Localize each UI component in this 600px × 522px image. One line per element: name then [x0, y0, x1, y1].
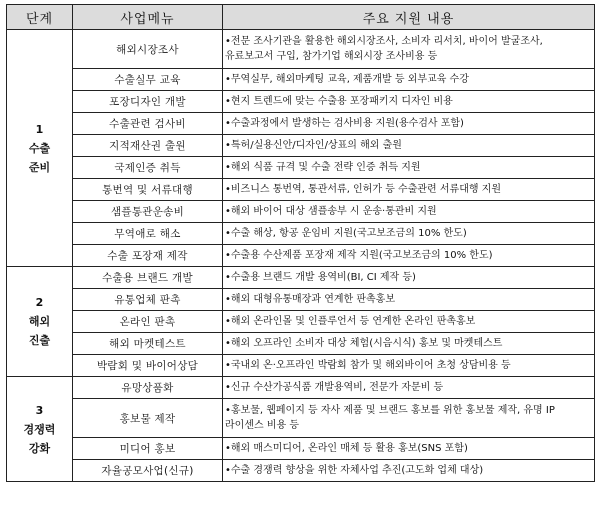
business-menu-cell: 통번역 및 서류대행 [73, 179, 223, 201]
business-menu-cell: 국제인증 취득 [73, 157, 223, 179]
business-menu-cell: 박람회 및 바이어상담 [73, 355, 223, 377]
table-row [7, 399, 595, 438]
support-content-cell: •수출 해상, 항공 운임비 지원(국고보조금의 10% 한도) [223, 223, 595, 245]
table-row [7, 157, 595, 179]
table-row [7, 355, 595, 377]
support-content-cell: •신규 수산가공식품 개발용역비, 전문가 자문비 등 [223, 377, 595, 399]
table-row [7, 245, 595, 267]
support-content-cell: •홍보물, 웹페이지 등 자사 제품 및 브랜드 홍보를 위한 홍보물 제작, 유명 IP 라이센스 비용 등 [223, 399, 595, 438]
business-menu-cell: 유통업체 판촉 [73, 289, 223, 311]
business-menu-cell: 샘플통관운송비 [73, 201, 223, 223]
table-row [7, 179, 595, 201]
stage-line2: 진출 [28, 334, 51, 347]
business-menu-cell: 온라인 판촉 [73, 311, 223, 333]
table-row [7, 438, 595, 460]
stage-line1: 경쟁력 [23, 422, 56, 436]
stage-line2: 준비 [28, 160, 51, 174]
support-content-cell: •해외 온라인몰 및 인플루언서 등 연계한 온라인 판촉홍보 [223, 311, 595, 333]
stage-number: 2 [35, 296, 44, 309]
business-menu-cell: 홍보물 제작 [73, 399, 223, 438]
table-row [7, 460, 595, 482]
support-content-cell: •무역실무, 해외마케팅 교육, 제품개발 등 외부교육 수강 [223, 69, 595, 91]
table-header-row [7, 5, 595, 30]
table-row [7, 289, 595, 311]
table-row [7, 113, 595, 135]
support-content-cell: •해외 바이어 대상 샘플송부 시 운송·통관비 지원 [223, 201, 595, 223]
support-content-cell: •국내외 온·오프라인 박람회 참가 및 해외바이어 초청 상담비용 등 [223, 355, 595, 377]
stage-cell [7, 267, 73, 377]
table-row [7, 69, 595, 91]
business-menu-cell: 자율공모사업(신규) [73, 460, 223, 482]
stage-number: 3 [35, 403, 44, 417]
table-row [7, 135, 595, 157]
stage-cell [7, 30, 73, 267]
header-stage: 단계 [7, 5, 73, 30]
support-content-cell: •수출용 수산제품 포장재 제작 지원(국고보조금의 10% 한도) [223, 245, 595, 267]
support-content-cell: •특허/실용신안/디자인/상표의 해외 출원 [223, 135, 595, 157]
table-body [7, 30, 595, 482]
support-content-cell: •해외 오프라인 소비자 대상 체험(시음시식) 홍보 및 마켓테스트 [223, 333, 595, 355]
business-menu-cell: 무역애로 해소 [73, 223, 223, 245]
stage-number: 1 [35, 122, 44, 136]
header-main-support: 주요 지원 내용 [223, 5, 595, 30]
support-content-cell: •해외 매스미디어, 온라인 매체 등 활용 홍보(SNS 포함) [223, 438, 595, 460]
support-content-cell: •수출 경쟁력 향상을 위한 자체사업 추진(고도화 업체 대상) [223, 460, 595, 482]
business-menu-cell: 포장디자인 개발 [73, 91, 223, 113]
business-menu-cell: 유망상품화 [73, 377, 223, 399]
business-menu-cell: 해외 마켓테스트 [73, 333, 223, 355]
support-content-cell: •해외 대형유통매장과 연계한 판촉홍보 [223, 289, 595, 311]
table-row [7, 377, 595, 399]
support-content-cell: •수출과정에서 발생하는 검사비용 지원(용수검사 포함) [223, 113, 595, 135]
table-row [7, 201, 595, 223]
stage-line2: 강화 [28, 441, 51, 455]
stage-line1: 수출 [28, 141, 51, 155]
table-row [7, 267, 595, 289]
table-row [7, 30, 595, 69]
support-content-cell: •해외 식품 규격 및 수출 전략 인증 취득 지원 [223, 157, 595, 179]
table-row [7, 311, 595, 333]
stage-cell [7, 377, 73, 482]
support-content-cell: •수출용 브랜드 개발 용역비(BI, CI 제작 등) [223, 267, 595, 289]
table-row [7, 223, 595, 245]
business-menu-cell: 해외시장조사 [73, 30, 223, 69]
business-menu-cell: 수출실무 교육 [73, 69, 223, 91]
business-menu-cell: 수출용 브랜드 개발 [73, 267, 223, 289]
support-content-cell: •현지 트렌드에 맞는 수출용 포장패키지 디자인 비용 [223, 91, 595, 113]
business-menu-cell: 수출 포장재 제작 [73, 245, 223, 267]
support-program-table [6, 4, 595, 482]
business-menu-cell: 미디어 홍보 [73, 438, 223, 460]
table-row [7, 333, 595, 355]
header-business-menu: 사업메뉴 [73, 5, 223, 30]
business-menu-cell: 수출관련 검사비 [73, 113, 223, 135]
support-content-cell: •전문 조사기관을 활용한 해외시장조사, 소비자 리서치, 바이어 발굴조사, 유료보고서 구입, 참가기업 해외시장 조사비용 등 [223, 30, 595, 69]
table-row [7, 91, 595, 113]
business-menu-cell: 지적재산권 출원 [73, 135, 223, 157]
stage-line1: 해외 [28, 315, 51, 328]
support-content-cell: •비즈니스 통번역, 통관서류, 인허가 등 수출관련 서류대행 지원 [223, 179, 595, 201]
